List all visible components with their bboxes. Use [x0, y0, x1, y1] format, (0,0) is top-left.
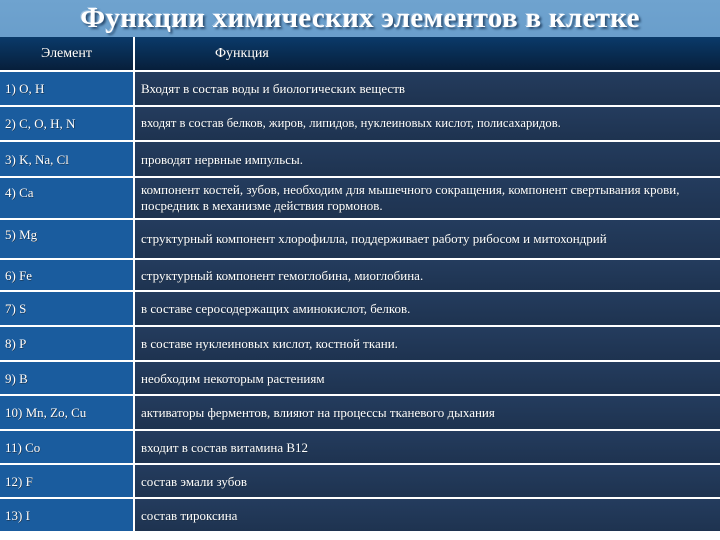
row-3-function-text: проводят нервные импульсы. [141, 151, 303, 167]
row-11-function [135, 431, 720, 463]
row-5-function-text: структурный компонент хлорофилла, поддерживает работу рибосом и митохондрий [141, 231, 607, 246]
row-7-function-text: в составе серосодержащих аминокислот, белков. [141, 301, 411, 316]
row-7-function [135, 292, 720, 325]
row-9-function-text: необходим некоторым растениям [141, 370, 325, 386]
row-9-function [135, 362, 720, 394]
row-5-element: 5) Mg [0, 220, 133, 258]
row-6-function-text: структурный компонент гемоглобина, миоглобина. [141, 267, 424, 283]
row-4-function [135, 178, 720, 218]
row-1-function [135, 72, 720, 105]
row-1-element: 1) O, H [0, 72, 133, 105]
row-5-function [135, 220, 720, 258]
row-10-function-text: активаторы ферментов, влияют на процессы тканевого дыхания [141, 405, 495, 420]
elements-table [0, 37, 720, 540]
header-element: Элемент [0, 37, 133, 70]
row-6-function [135, 260, 720, 290]
row-1-function-text: Входят в состав воды и биологических веществ [141, 81, 406, 96]
row-4-element: 4) Ca [0, 178, 133, 218]
row-12-element: 12) F [0, 465, 133, 497]
row-3-element: 3) K, Na, Cl [0, 142, 133, 176]
row-3-function [135, 142, 720, 176]
row-11-element: 11) Co [0, 431, 133, 463]
row-13-function-text: состав тироксина [141, 507, 238, 523]
row-2-element: 2) C, O, H, N [0, 107, 133, 140]
row-8-function [135, 327, 720, 360]
row-4-function-text: компонент костей, зубов, необходим для мышечного сокращения, компонент свертывания крови, посредник в механизме действия гормонов. [141, 182, 680, 213]
row-10-function [135, 396, 720, 429]
row-7-element: 7) S [0, 292, 133, 325]
row-13-element: 13) I [0, 499, 133, 531]
row-2-function-text: входят в состав белков, жиров, липидов, нуклеиновых кислот, полисахаридов. [141, 116, 561, 130]
row-2-function [135, 107, 720, 140]
slide-title: Функции химических элементов в клетке [80, 2, 640, 34]
row-8-function-text: в составе нуклеиновых кислот, костной ткани. [141, 336, 398, 351]
header-function: Функция [135, 37, 720, 70]
row-10-element: 10) Mn, Zo, Cu [0, 396, 133, 429]
row-12-function-text: состав эмали зубов [141, 473, 247, 489]
row-8-element: 8) P [0, 327, 133, 360]
row-12-function [135, 465, 720, 497]
row-11-function-text: входит в состав витамина В12 [141, 439, 309, 455]
row-13-function [135, 499, 720, 531]
row-9-element: 9) B [0, 362, 133, 394]
row-6-element: 6) Fe [0, 260, 133, 290]
